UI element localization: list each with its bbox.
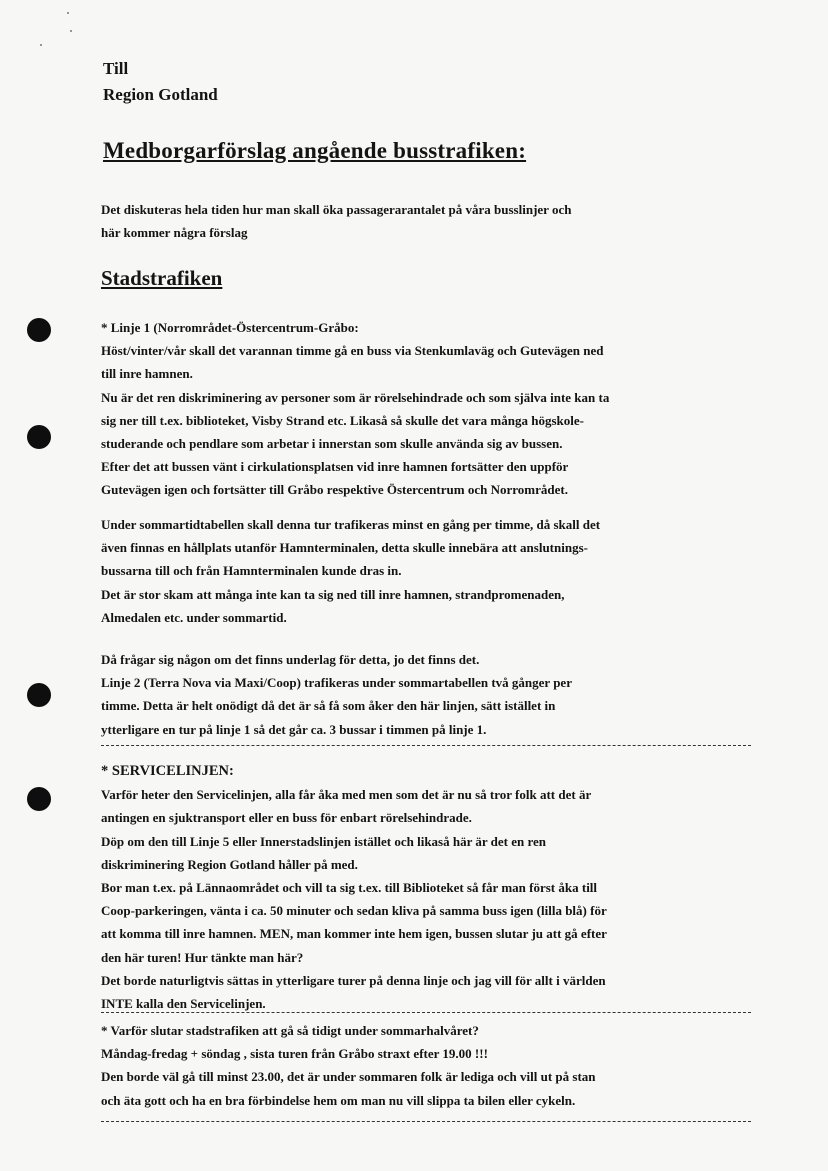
text-line: studerande och pendlare som arbetar i innerstan som skulle använda sig av bussen. [101,436,563,452]
punch-hole [27,318,51,342]
text-line: Det diskuteras hela tiden hur man skall öka passagerarantalet på våra busslinjer och [101,202,572,217]
text-line: INTE kalla den Servicelinjen. [101,996,266,1012]
punch-hole [27,683,51,707]
text-line: Varför heter den Servicelinjen, alla får åka med men som det är nu så tror folk att det är [101,787,592,803]
service-paragraph [101,760,761,1015]
text-line: Nu är det ren diskriminering av personer som är rörelsehindrade och som själva inte kan ta [101,389,610,405]
text-line: Döp om den till Linje 5 eller Innerstadslinjen istället och likaså här är det en ren [101,833,547,849]
scan-speck [67,12,69,14]
sommar-paragraph [101,513,761,629]
text-line: även finnas en hållplats utanför Hamnterminalen, detta skulle innebära att anslutnings- [101,540,588,556]
text-line: Gutevägen igen och fortsätter till Gråbo respektive Östercentrum och Norrområdet. [101,482,568,498]
scan-speck [70,30,72,32]
section-heading: Stadstrafiken [101,266,223,290]
text-line: här kommer några förslag [101,225,248,241]
text-line: sig ner till t.ex. biblioteket, Visby Strand etc. Likaså så skulle det vara många högskole- [101,412,584,428]
text-line: Den borde väl gå till minst 23.00, det är under sommaren folk är lediga och vill ut på stan [101,1069,596,1085]
underlag-paragraph [101,648,761,741]
text-line: * Linje 1 (Norrområdet-Östercentrum-Gråbo: [101,320,359,335]
dashed-divider [101,1121,751,1122]
scan-speck [40,44,42,46]
recipient-line-2: Region Gotland [103,85,218,104]
text-line: till inre hamnen. [101,366,193,382]
dashed-divider [101,1012,751,1013]
text-line: antingen en sjuktransport eller en buss för enbart rörelsehindrade. [101,810,472,826]
text-line: Bor man t.ex. på Lännaområdet och vill ta sig t.ex. till Biblioteket så får man först åka till [101,880,598,896]
text-line: * Varför slutar stadstrafiken att gå så tidigt under sommarhalvåret? [101,1023,479,1038]
text-line: Linje 2 (Terra Nova via Maxi/Coop) trafikeras under sommartabellen två gånger per [101,675,572,691]
text-line: bussarna till och från Hamnterminalen kunde dras in. [101,563,402,579]
intro-paragraph [101,198,761,244]
text-line: Under sommartidtabellen skall denna tur trafikeras minst en gång per timme, då skall det [101,517,601,532]
punch-hole [27,425,51,449]
punch-hole [27,787,51,811]
text-line: att komma till inre hamnen. MEN, man kommer inte hem igen, bussen slutar ju att gå efter [101,926,607,942]
document-title: Medborgarförslag angående busstrafiken: [103,138,527,163]
text-line: * SERVICELINJEN: [101,763,234,779]
text-line: Almedalen etc. under sommartid. [101,609,287,625]
text-line: Coop-parkeringen, vänta i ca. 50 minuter och sedan kliva på samma buss igen (lilla blå) för [101,903,607,919]
sommarhalvaret-paragraph [101,1019,761,1112]
linje1-paragraph [101,316,761,502]
dashed-divider [101,745,751,746]
text-line: Då frågar sig någon om det finns underlag för detta, jo det finns det. [101,652,480,667]
text-line: diskriminering Region Gotland håller på med. [101,856,358,872]
recipient-line-1: Till [103,59,129,78]
text-line: och äta gott och ha en bra förbindelse hem om man nu vill slippa ta bilen eller cykeln. [101,1092,576,1108]
text-line: Höst/vinter/vår skall det varannan timme gå en buss via Stenkumlaväg och Gutevägen ned [101,343,604,359]
text-line: timme. Detta är helt onödigt då det är så få som åker den här linjen, sätt istället in [101,698,556,714]
text-line: den här turen! Hur tänkte man här? [101,949,304,965]
text-line: Efter det att bussen vänt i cirkulationsplatsen vid inre hamnen fortsätter den uppför [101,459,569,475]
text-line: Måndag-fredag + söndag , sista turen från Gråbo straxt efter 19.00 !!! [101,1046,488,1062]
text-line: Det borde naturligtvis sättas in ytterligare turer på denna linje och jag vill för allt i världen [101,972,606,988]
text-line: Det är stor skam att många inte kan ta sig ned till inre hamnen, strandpromenaden, [101,586,565,602]
text-line: ytterligare en tur på linje 1 så det går ca. 3 bussar i timmen på linje 1. [101,721,487,737]
